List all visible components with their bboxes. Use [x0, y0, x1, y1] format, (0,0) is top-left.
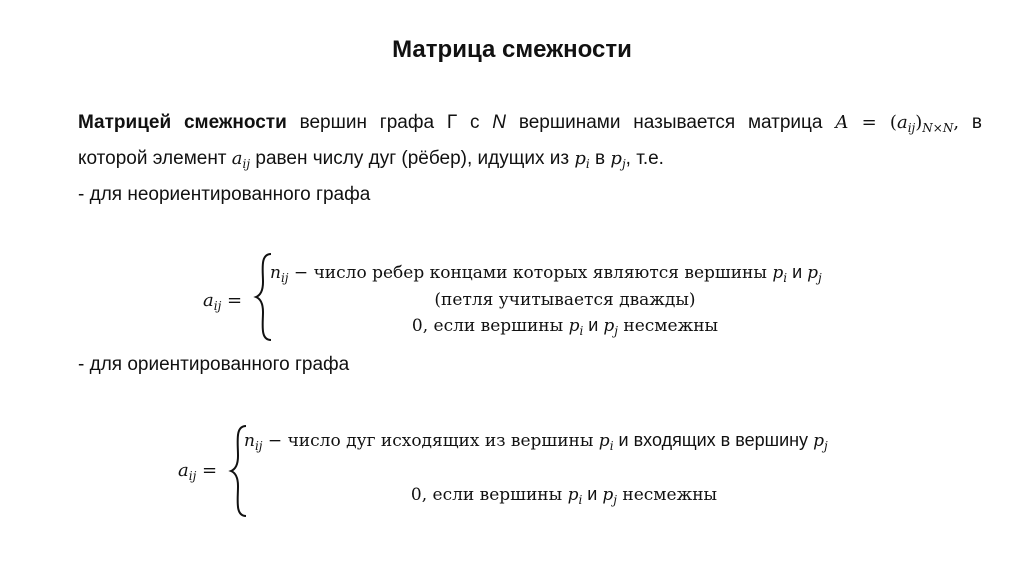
undirected-case-1-note: (петля учитывается дважды): [434, 290, 696, 310]
slide-title: Матрица смежности: [392, 36, 632, 63]
directed-case-2: 0, если вершины $p_i$ и $p_j$ несмежны: [410, 484, 718, 507]
definition-term: Матрицей смежности: [78, 112, 287, 133]
undirected-case-1: $n_{ij}$ − число ребер концами которых являются вершины $p_i$ и $p_j$: [270, 262, 822, 285]
directed-case-1: $n_{ij}$ − число дуг исходящих из вершины $p_i$ и входящих в вершину $p_j$: [244, 430, 828, 453]
vertex-pj: $p_j$: [610, 148, 626, 171]
definition-line-1: Матрицей смежности вершин графа Г с N вершинами называется матрица $A = (a_{ij})_{N\times N}$, в: [78, 112, 983, 135]
undirected-formula-lhs: $a_{ij}$ =: [203, 290, 243, 313]
undirected-graph-label: - для неориентированного графа: [78, 184, 371, 205]
vertex-pi: $p_i$: [574, 148, 590, 171]
vertex-count-n: N: [492, 112, 507, 133]
directed-formula-lhs: $a_{ij}$ =: [178, 460, 218, 483]
undirected-case-2: 0, если вершины $p_i$ и $p_j$ несмежны: [411, 315, 719, 338]
directed-graph-label: - для ориентированного графа: [78, 354, 350, 375]
matrix-notation: $A = (a_{ij})_{N\times N}$,: [835, 112, 960, 135]
element-aij: $a_{ij}$: [231, 148, 251, 171]
definition-line-2: которой элемент $a_{ij}$ равен числу дуг (рёбер), идущих из $p_i$ в $p_j$, т.е.: [78, 148, 664, 171]
